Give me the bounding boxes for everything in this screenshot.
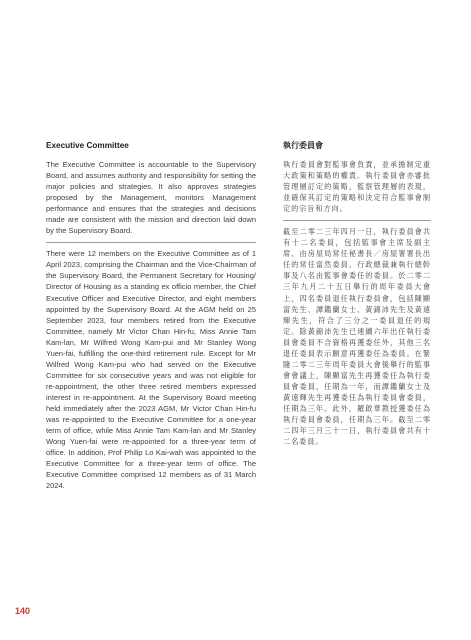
english-paragraph-membership: There were 12 members on the Executive Committee as of 1 April 2023, comprising the Chairman and the Vice-Chairman of the Supervisory Board, the Permanent Secretary for Housing/ Director of Housing as a standing ex officio member, the Chief Executive Officer and Executive Director, and eight members appointed by the Supervisory Board. At the AGM held on 25 September 2023, four members retired from the Executive Committee, namely Mr Victor Chan Hin-fu, Miss Annie Tam Kam-lan, Mr Wilfred Wong Kam-pui and Mr Stanley Wong Yuen-fai, fulfilling the one-third retirement rule. Except for Mr Wilfred Wong Kam-pui who had served on the Executive Committee for six consecutive years and was not eligible for re-appointment, the other three retired members expressed interest in re-appointment. At the Supervisory Board meeting held immediately after the 2023 AGM, Mr Victor Chan Hin-fu was re-appointed to the Executive Committee for a one-year term of office, while Miss Annie Tam Kam-lan and Mr Stanley Wong Yuen-fai were re-appointed for a three-year term of office. In addition, Prof Philip Lo Kai-wah was appointed to the Executive Committee for a three-year term of office. The Executive Committee comprised 12 members as of 31 March 2024. bbox=[46, 249, 256, 491]
chinese-paragraph-membership: 截至二零二三年四月一日，執行委員會共有十二名委員，包括監事會主席及副主席、由房屋局常任秘書長／房屋署署長出任的常任當然委員、行政總裁兼執行總幹事及八名由監事會委任的委員。於二零二三年九月二十五日舉行的周年委員大會上，四名委員退任執行委員會，包括陳顯富先生、譚鑑蘭女士、黃錦沛先生及黃遠輝先生，符合了三分之一委員退任的規定。除黃錦沛先生已連續六年出任執行委員會委員不合資格再獲委任外，其他三名退任委員表示願意再獲委任為委員。在緊隨二零二三年周年委員大會後舉行的監事會會議上，陳顯富先生再獲委任為執行委員會委員，任期為一年，而譚鑑蘭女士及黃遠輝先生再獲委任為執行委員會委員，任期為三年。此外，羅啟華教授獲委任為執行委員會委員，任期為三年。截至二零二四年三月三十一日，執行委員會共有十二名委員。 bbox=[283, 227, 431, 447]
chinese-paragraph-accountability: 執行委員會對監事會負責，並承擔制定重大政策和策略的權責。執行委員會亦審批管理層訂定的策略，監察管理層的表現，並確保其訂定的策略和決定符合監事會制定的宗旨和方向。 bbox=[283, 160, 431, 214]
section-divider bbox=[46, 242, 256, 243]
section-divider-chinese bbox=[283, 220, 431, 221]
chinese-column bbox=[283, 140, 431, 447]
executive-committee-heading: Executive Committee bbox=[46, 141, 129, 150]
english-column bbox=[46, 140, 256, 491]
page-number: 140 bbox=[15, 606, 31, 616]
english-paragraph-accountability: The Executive Committee is accountable to the Supervisory Board, and assumes authority and responsibility for setting the major policies and strategies. It also approves strategies proposed by the Management, monitors Management performance and ensures that the strategies and decisions made are consistent with the mission and direction laid down by the Supervisory Board. bbox=[46, 160, 256, 236]
chinese-heading: 執行委員會 bbox=[283, 141, 323, 150]
